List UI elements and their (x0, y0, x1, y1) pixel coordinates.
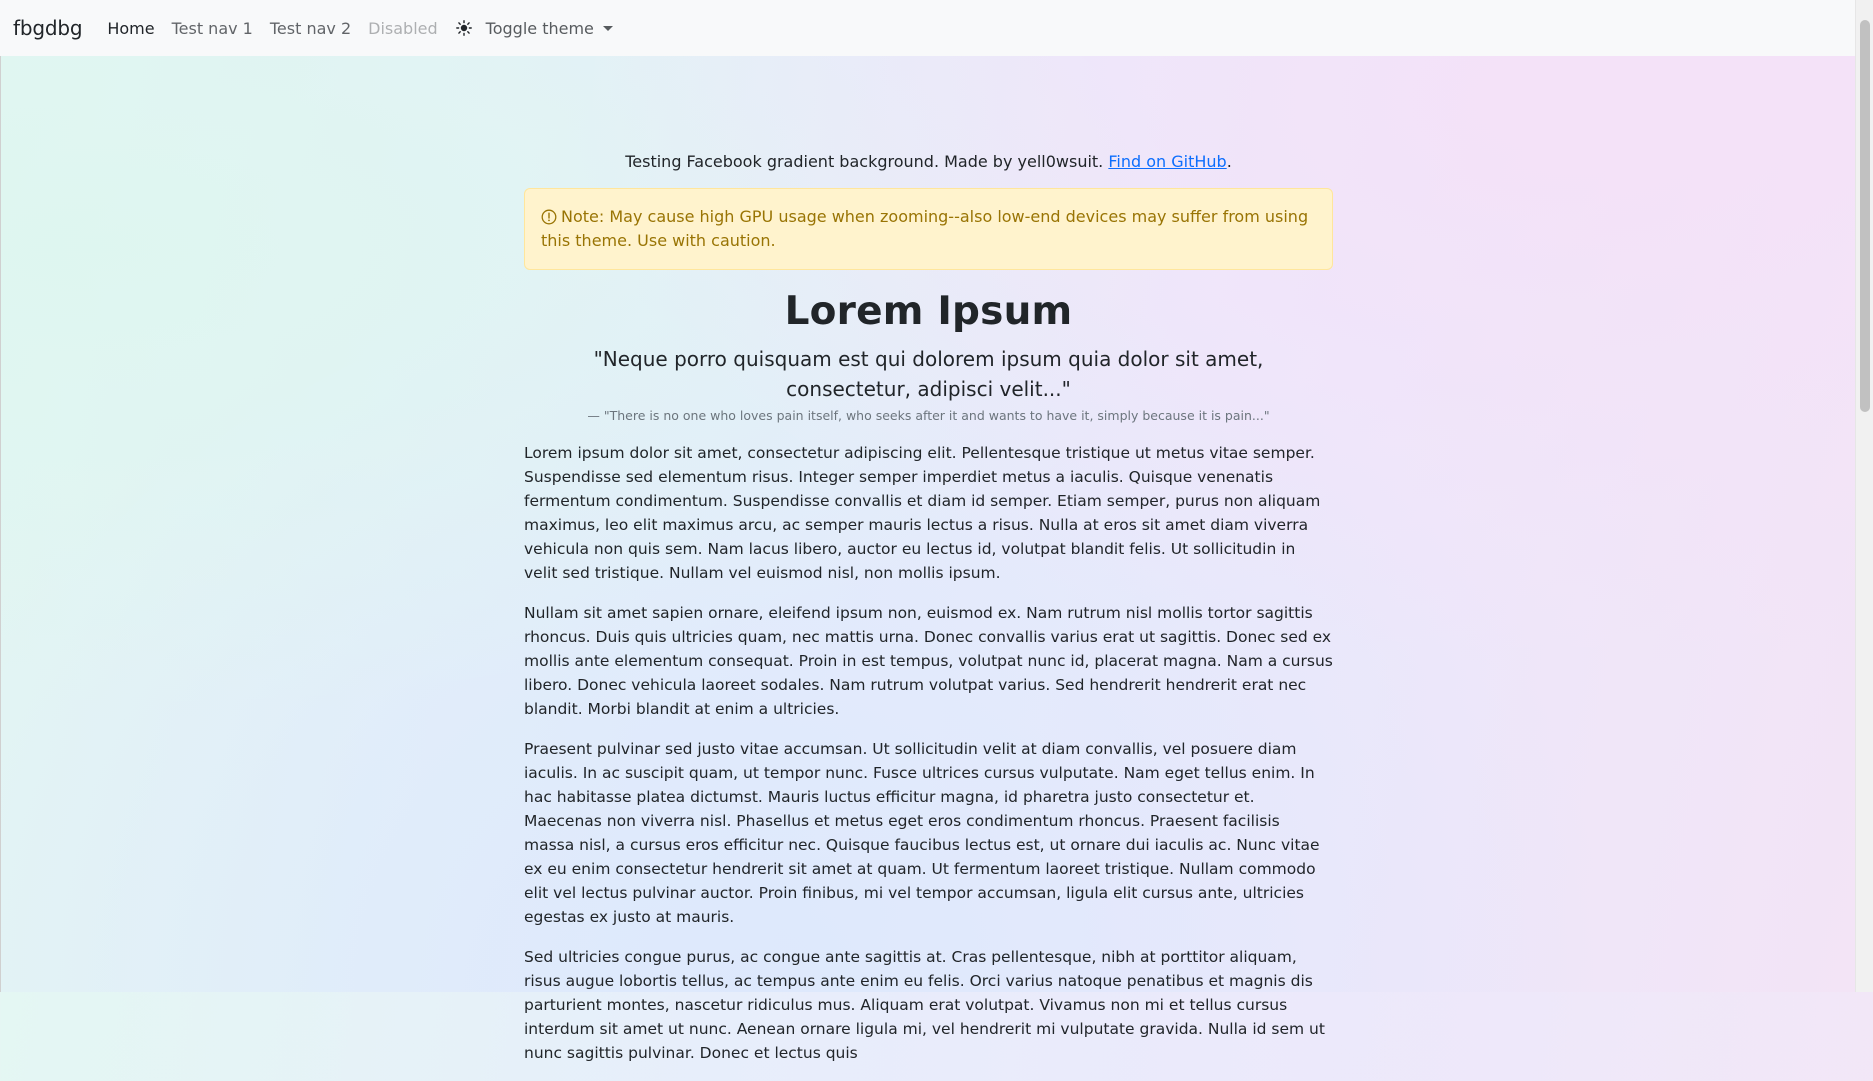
paragraph-1: Lorem ipsum dolor sit amet, consectetur adipiscing elit. Pellentesque tristique ut metus vitae semper. Suspendisse sed elementum risus. Integer semper imperdiet metus a iaculis. Quisque venenatis fermentum condimentum. Suspendisse convallis et diam id semper. Etiam semper, purus non aliquam maximus, leo elit maximus arcu, ac semper mauris lectus a risus. Nulla at eros sit amet diam viverra vehicula non quis sem. Nam lacus libero, auctor eu lectus id, volutpat blandit felis. Ut sollicitudin in velit sed tristique. Nullam vel euismod nisl, non mollis ipsum. (524, 444, 1321, 582)
sun-icon (456, 20, 472, 36)
paragraph-2: Nullam sit amet sapien ornare, eleifend ipsum non, euismod ex. Nam rutrum nisl mollis tortor sagittis rhoncus. Duis quis ultricies quam, nec mattis urna. Donec convallis varius erat ut sagittis. Donec sed ex mollis ante elementum consequat. Proin in est tempus, volutpat nunc id, placerat magna. Nam a cursus libero. Donec vehicula laoreet sodales. Nam rutrum volutpat varius. Sed hendrerit hendrerit erat nec blandit. Morbi blandit at enim a ultricies. (524, 604, 1333, 718)
nav-link-disabled: Disabled (368, 18, 438, 38)
nav-link-home[interactable]: Home (107, 18, 155, 38)
scrollbar-thumb[interactable] (1860, 20, 1870, 412)
paragraph-3: Praesent pulvinar sed justo vitae accumsan. Ut sollicitudin velit at diam convallis, vel posuere diam iaculis. In ac suscipit quam, ut tempor nunc. Fusce ultrices cursus vulputate. Nam eget tellus enim. In hac habitasse platea dictumst. Mauris luctus efficitur magna, id pharetra justo consectetur et. Maecenas non viverra nisl. Phasellus et metus eget eros condimentum rhoncus. Praesent facilisis massa nisl, a cursus eros efficitur nec. Quisque faucibus lectus est, ut ornare dui iaculis ac. Nunc vitae ex eu enim consectetur hendrerit sit amet at quam. Ut fermentum laoreet tristique. Nullam commodo elit vel lectus pulvinar auctor. Proin finibus, mi vel tempor accumsan, ligula elit cursus ante, ultricies egestas ex justo at mauris. (524, 740, 1320, 926)
intro-text (524, 150, 1333, 174)
gpu-warning-alert (524, 188, 1333, 270)
page-title: Lorem Ipsum (784, 289, 1073, 334)
info-circle-icon (541, 209, 557, 225)
intro-text-end: . (1226, 152, 1232, 171)
theme-toggle-label: Toggle theme (485, 18, 594, 38)
nav-link-test-nav-1[interactable]: Test nav 1 (171, 18, 253, 38)
intro-text-body: Testing Facebook gradient background. Made by yell0wsuit. (625, 152, 1109, 171)
theme-toggle-dropdown[interactable] (456, 19, 613, 38)
vertical-scrollbar[interactable] (1855, 0, 1873, 992)
navbar-brand[interactable]: fbgdbg (13, 16, 83, 40)
alert-text: Note: May cause high GPU usage when zooming--also low-end devices may suffer from using this theme. Use with caution. (541, 207, 1309, 250)
paragraph-4: Sed ultricies congue purus, ac congue ante sagittis at. Cras pellentesque, nibh at porttitor aliquam, risus augue lobortis tellus, ac tempus ante enim eu felis. Orci varius natoque penatibus et magnis dis parturient montes, nascetur ridiculus mus. Aliquam erat volutpat. Vivamus non mi et tellus cursus interdum sit amet ut nunc. Aenean ornare ligula mi, vel hendrerit mi vulputate gravida. Nulla id sem ut nunc sagittis pulvinar. Donec et lectus quis (524, 948, 1325, 1062)
github-link[interactable]: Find on GitHub (1108, 152, 1227, 171)
left-edge-line (0, 56, 1, 992)
main-content (524, 150, 1333, 1081)
caret-down-icon (603, 26, 613, 31)
blockquote-footer: — "There is no one who loves pain itself, who seeks after it and wants to have it, simply because it is pain..." (587, 408, 1270, 423)
nav-link-test-nav-2[interactable]: Test nav 2 (269, 18, 352, 38)
navbar (0, 0, 1855, 56)
blockquote: "Neque porro quisquam est qui dolorem ipsum quia dolor sit amet, consectetur, adipisci velit..." (593, 347, 1264, 401)
